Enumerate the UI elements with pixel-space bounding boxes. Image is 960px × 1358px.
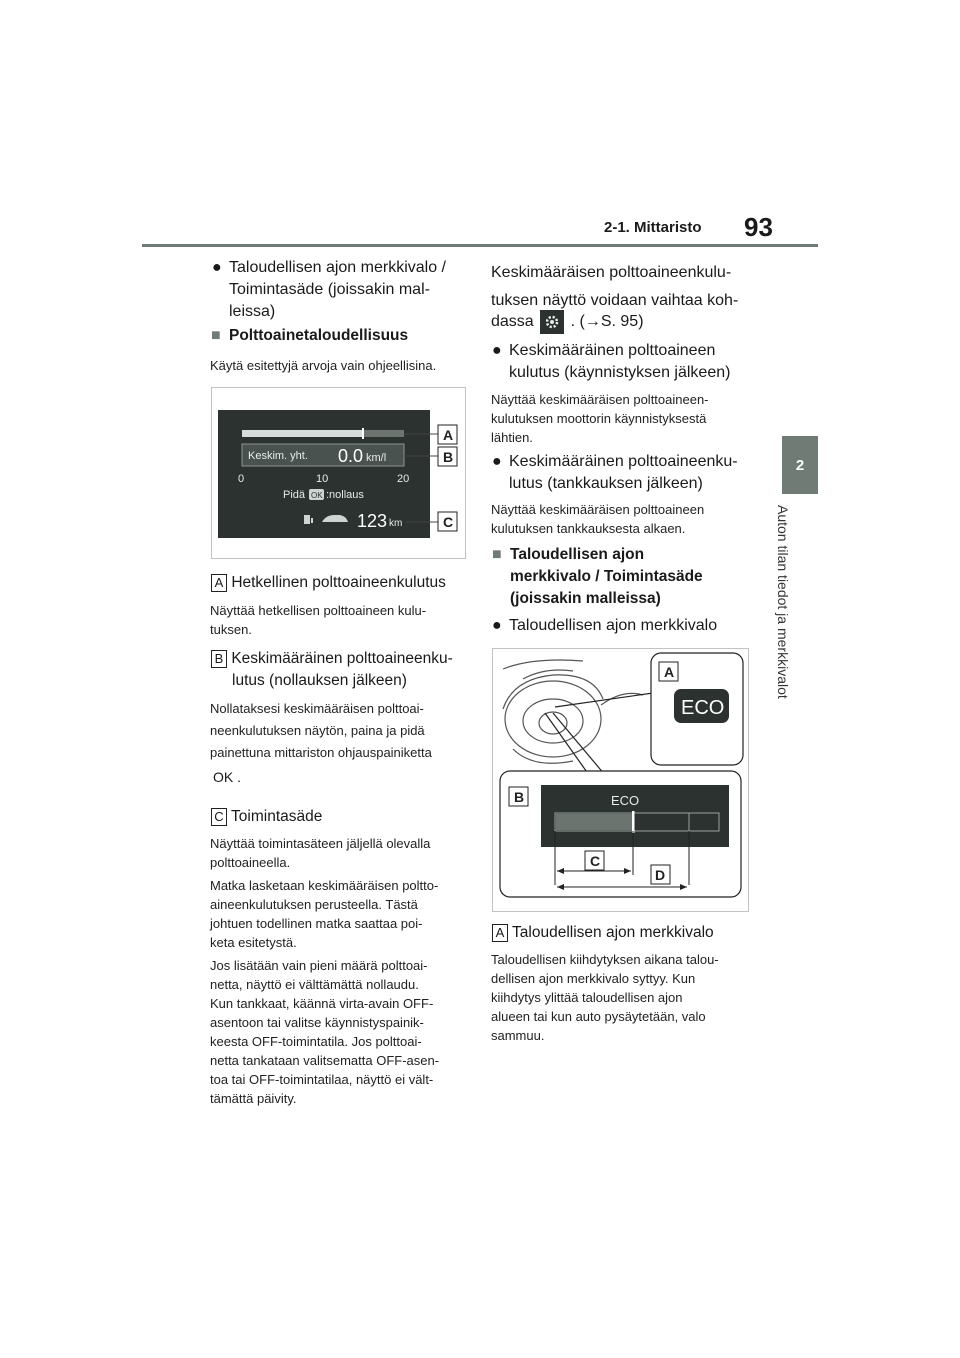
item-b-title-row bbox=[211, 648, 453, 692]
scale-20: 20 bbox=[397, 473, 410, 485]
item-c-desc-2: Matka lasketaan keskimääräisen poltto- aineenkulutuksen perusteella. Tästä johtuen todellinen matka saattaa poi- keta esitetystä. bbox=[210, 878, 439, 950]
average-unit: km/l bbox=[366, 452, 387, 464]
settings-gear-icon bbox=[540, 310, 564, 334]
item-a-title-row bbox=[211, 572, 446, 594]
eco-indicator-text: ECO bbox=[681, 697, 725, 719]
figure-eco-indicator bbox=[492, 648, 749, 912]
scale-10: 10 bbox=[316, 473, 329, 485]
item-c-desc-1: Näyttää toimintasäteen jäljellä olevalla polttoaineella. bbox=[210, 836, 431, 870]
ok-key-text: OK bbox=[311, 491, 323, 500]
square-bullet-icon: ■ bbox=[492, 546, 502, 563]
item-c-title-row bbox=[211, 806, 322, 828]
heading-fuel-economy: ■ Polttoainetaloudellisuus bbox=[229, 325, 408, 347]
eco-bar-fill bbox=[556, 814, 632, 830]
bullet-icon: ● bbox=[492, 342, 502, 359]
heading-eco-range: ■ Taloudellisen ajon merkkivalo / Toimintasäde (joissakin malleissa) bbox=[492, 546, 703, 607]
bullet-avg-since-refuel: ● Keskimääräinen polttoaineenku- lutus (tankkauksen jälkeen) bbox=[492, 453, 738, 492]
intro-paragraph: Keskimääräisen polttoaineenkulu- tuksen näyttö voidaan vaihtaa koh- bbox=[491, 264, 739, 309]
intro-last-line: dassa . (→S. 95) bbox=[491, 310, 644, 334]
chapter-tab: 2 bbox=[782, 436, 818, 494]
eco-bar-label: ECO bbox=[611, 793, 640, 808]
instant-bar-marker bbox=[362, 428, 364, 439]
eco-bar-marker bbox=[632, 811, 635, 833]
scale-0: 0 bbox=[238, 473, 245, 485]
square-bullet-icon: ■ bbox=[211, 327, 221, 344]
item-b-title-2: lutus (nollauksen jälkeen) bbox=[232, 672, 407, 689]
bullet-eco-indicator: ● Taloudellisen ajon merkkivalo bbox=[509, 615, 717, 637]
chapter-title: Auton tilan tiedot ja merkkivalot bbox=[775, 505, 791, 699]
section-label: 2-1. Mittaristo bbox=[604, 219, 702, 236]
svg-text:B: B bbox=[443, 449, 454, 465]
page-reference: . (→S. 95) bbox=[570, 313, 644, 331]
ok-key-label: OK bbox=[213, 769, 234, 785]
average-label: Keskim. yht. bbox=[248, 450, 308, 462]
eco-indicator-illustration bbox=[493, 649, 748, 911]
steering-wheel-sketch bbox=[503, 660, 643, 763]
label-c-box: C bbox=[211, 808, 227, 826]
item-c-title: Toimintasäde bbox=[231, 808, 323, 825]
reset-label-prefix: Pidä bbox=[283, 489, 306, 501]
bullet-avg-since-start-desc: Näyttää keskimääräisen polttoaineen- kulutuksen moottorin käynnistyksestä lähtien. bbox=[491, 392, 709, 445]
leader-eco-a bbox=[555, 693, 653, 707]
bullet-avg-since-start: ● Keskimääräinen polttoaineen kulutus (käynnistyksen jälkeen) bbox=[492, 342, 731, 381]
item-a-title: Hetkellinen polttoaineenkulutus bbox=[231, 574, 446, 591]
leader-eco-b1 bbox=[553, 713, 605, 775]
label-a-box: A bbox=[492, 924, 508, 942]
item-b-title-1: Keskimääräinen polttoaineenku- bbox=[231, 650, 453, 667]
note-reference-values: Käytä esitettyjä arvoja vain ohjeellisina. bbox=[210, 358, 437, 373]
item-a-desc: Näyttää hetkellisen polttoaineen kulu- tuksen. bbox=[210, 603, 427, 637]
eco-item-a-title-row bbox=[492, 922, 714, 944]
svg-text:C: C bbox=[590, 853, 601, 869]
svg-text:B: B bbox=[514, 789, 525, 805]
eco-item-a-title: Taloudellisen ajon merkkivalo bbox=[512, 924, 714, 941]
bullet-economy-range: ● Taloudellisen ajon merkkivalo / Toimintasäde (joissakin mal- leissa) bbox=[212, 259, 446, 320]
label-a-box: A bbox=[211, 574, 227, 592]
ok-key-reference: OK . bbox=[213, 769, 242, 785]
bullet-icon: ● bbox=[492, 453, 502, 470]
range-value: 123 bbox=[357, 511, 388, 531]
page-number: 93 bbox=[744, 212, 773, 242]
svg-text:A: A bbox=[664, 664, 675, 680]
svg-text:D: D bbox=[655, 867, 666, 883]
eco-item-a-desc: Taloudellisen kiihdytyksen aikana talou- dellisen ajon merkkivalo syttyy. Kun kiihdytys ylittää taloudellisen ajon alueen tai kun auto pysäytetään, valo sammuu. bbox=[491, 952, 719, 1043]
range-unit: km bbox=[389, 518, 403, 529]
bullet-icon: ● bbox=[212, 259, 222, 276]
header-rule bbox=[142, 244, 818, 247]
reset-label-suffix: :nollaus bbox=[326, 489, 364, 501]
label-b-box: B bbox=[211, 650, 227, 668]
svg-text:A: A bbox=[443, 427, 454, 443]
figure-fuel-display bbox=[211, 387, 466, 559]
instant-bar-fill bbox=[242, 430, 362, 437]
item-c-desc-3: Jos lisätään vain pieni määrä polttoai- netta, näyttö ei välttämättä nollaudu. Kun tankkaat, käännä virta-avain OFF- asentoon tai valitse käynnistyspainik- keesta OFF-toimintatila. Jos polttoai- netta tankataan valitsematta OFF-asen- toa tai OFF-toimintatilaa, näyttö ei vält- tämättä päivity. bbox=[210, 958, 440, 1106]
average-value: 0.0 bbox=[338, 446, 364, 466]
svg-text:C: C bbox=[443, 514, 454, 530]
bullet-avg-since-refuel-desc: Näyttää keskimääräisen polttoaineen kulutuksen tankkauksesta alkaen. bbox=[491, 502, 705, 536]
fuel-display-illustration bbox=[212, 388, 465, 558]
bullet-icon: ● bbox=[492, 617, 502, 634]
item-b-desc: Nollataksesi keskimääräisen polttoai- neenkulutuksen näytön, paina ja pidä painettuna mittariston ohjauspainiketta bbox=[210, 701, 432, 760]
